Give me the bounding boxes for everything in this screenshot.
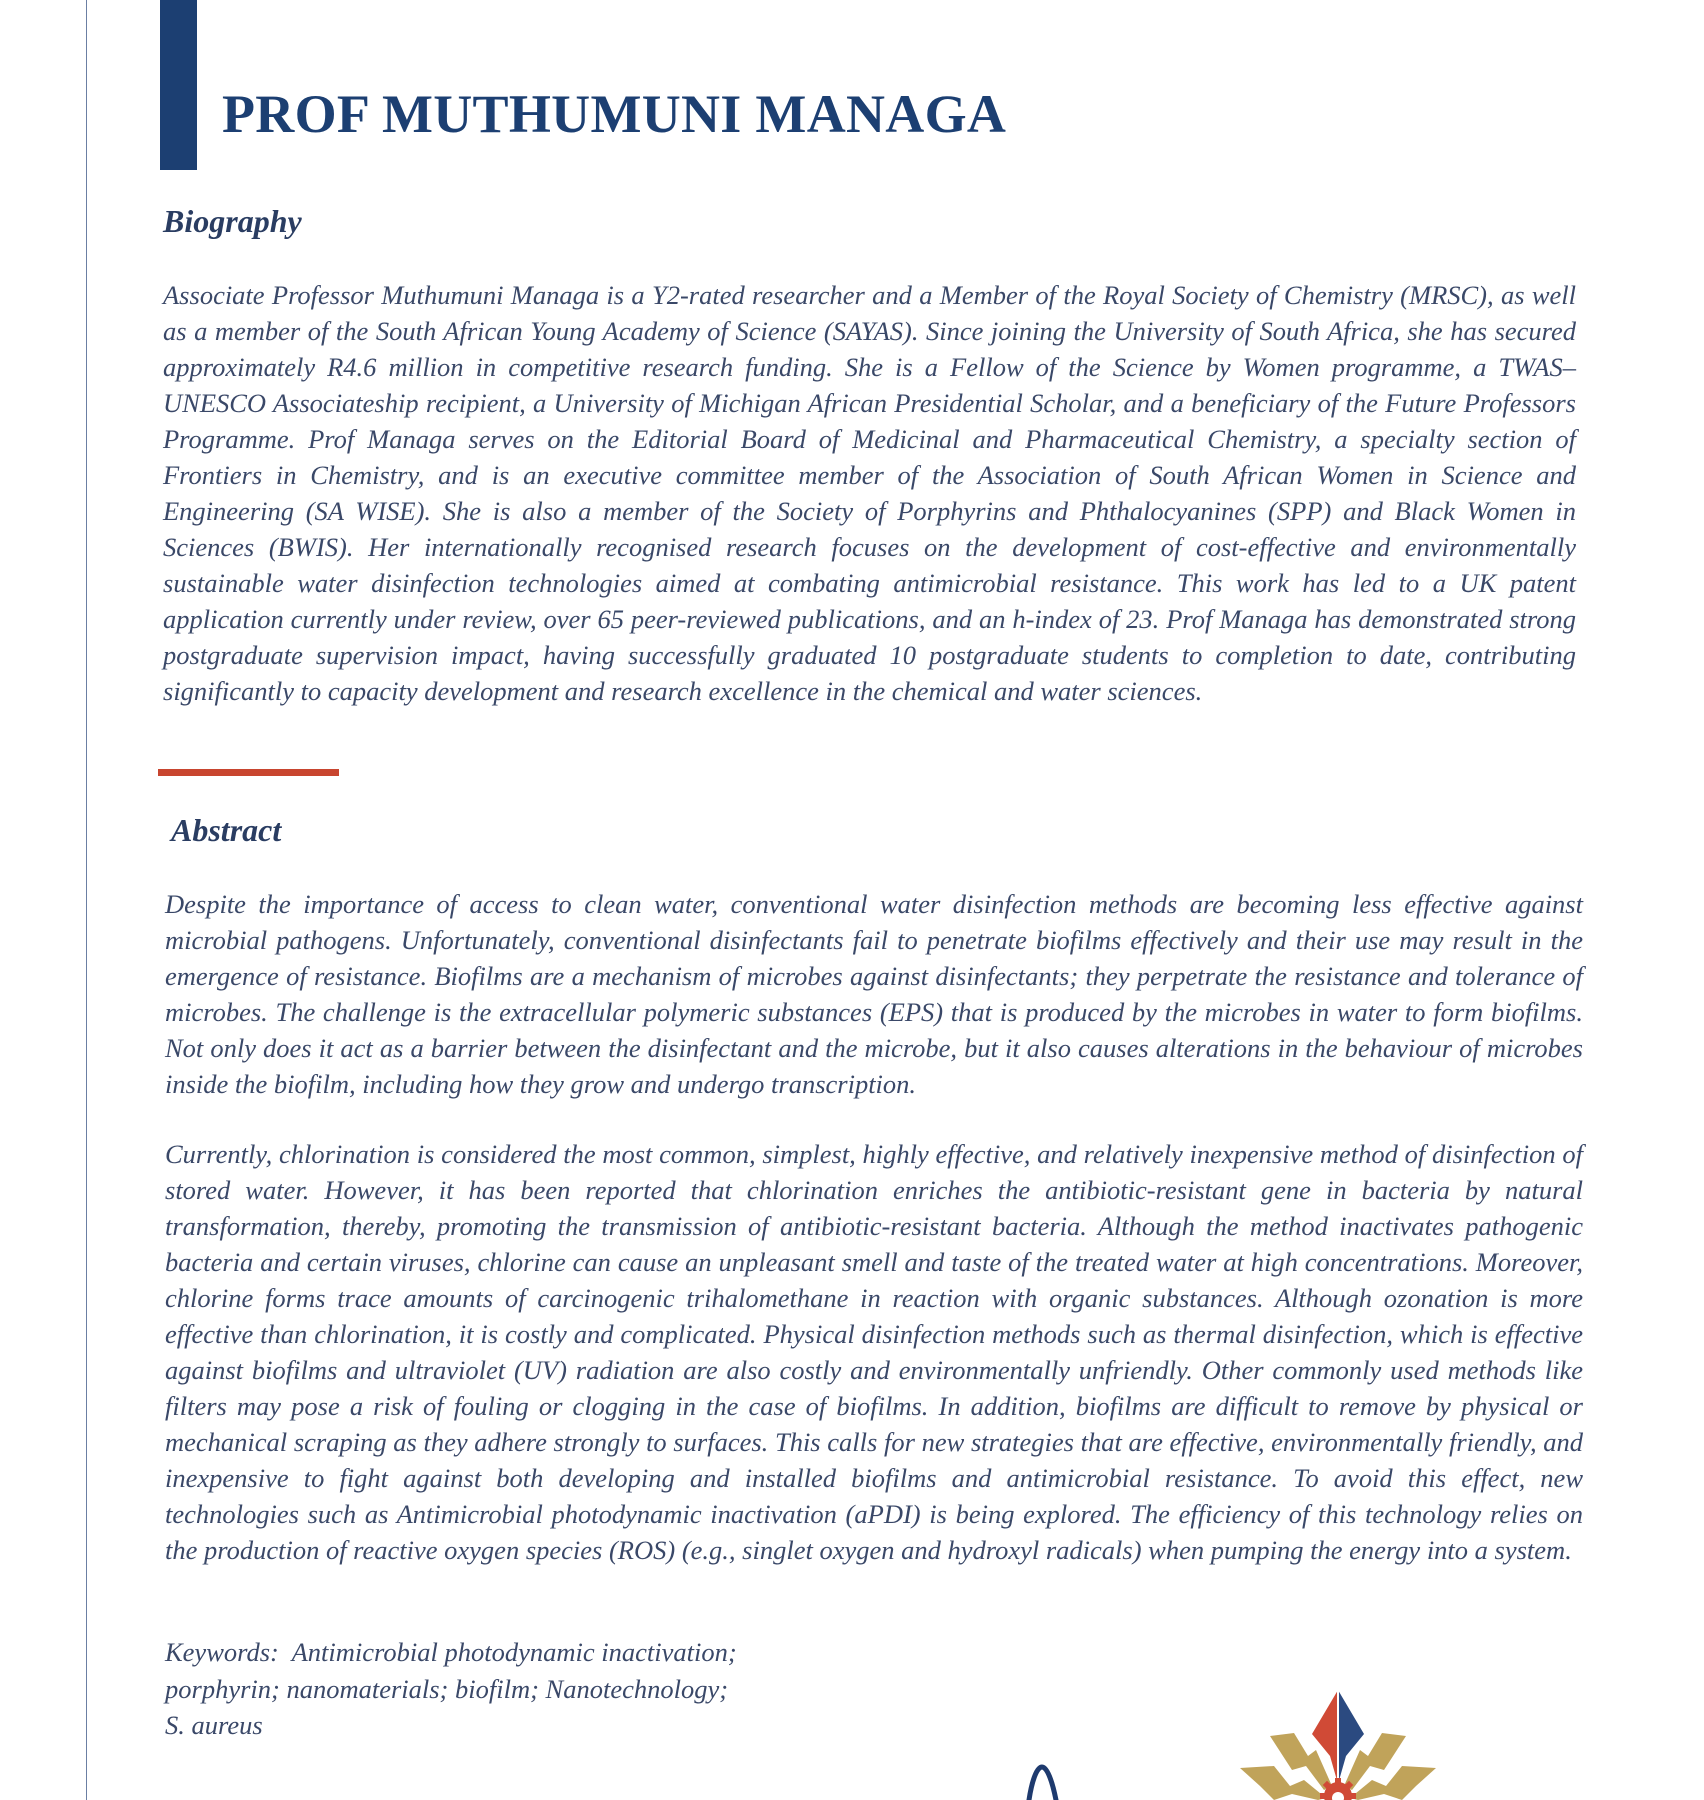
biography-text: Associate Professor Muthumuni Managa is a Y2-rated researcher and a Member of the Royal Society of Chemistry (MRSC), as well as a member of the South African Young Academy of Science (SAYAS). Since joining the University of South Africa, she has secured approximately R4.6 million in competitive research funding. She is a Fellow of the Science by Women programme, a TWAS–UNESCO Associateship recipient, a University of Michigan African Presidential Scholar, and a beneficiary of the Future Professors Programme. Prof Managa serves on the Editorial Board of Medicinal and Pharmaceutical Chemistry, a specialty section of Frontiers in Chemistry, and is an executive committee member of the Association of South African Women in Science and Engineering (SA WISE). She is also a member of the Society of Porphyrins and Phthalocyanines (SPP) and Black Women in Sciences (BWIS). Her internationally recognised research focuses on the development of cost-effective and environmentally sustainable water disinfection technologies aimed at combating antimicrobial resistance. This work has led to a UK patent application currently under review, over 65 peer-reviewed publications, and an h-index of 23. Prof Managa has demonstrated strong postgraduate supervision impact, having successfully graduated 10 postgraduate students to completion to date, contributing significantly to capacity development and research excellence in the chemical and water sciences.: [163, 280, 1576, 706]
page-left-rule: [86, 0, 87, 1800]
keywords-label: Keywords:: [165, 1637, 292, 1667]
keywords-text-1: Antimicrobial photodynamic inactivation;: [291, 1637, 737, 1667]
page-title: PROF MUTHUMUNI MANAGA: [222, 84, 1007, 144]
pen-nib-gear-emblem-icon: [1230, 1686, 1446, 1800]
abstract-heading: Abstract: [171, 812, 282, 848]
abstract-paragraph-1: Despite the importance of access to clean water, conventional water disinfection methods are becoming less effective against microbial pathogens. Unfortunately, conventional disinfectants fail to penetrate biofilms effectively and their use may result in the emergence of resistance. Biofilms are a mechanism of microbes against disinfectants; they perpetrate the resistance and tolerance of microbes. The challenge is the extracellular polymeric substances (EPS) that is produced by the microbes in water to form biofilms. Not only does it act as a barrier between the disinfectant and the microbe, but it also causes alterations in the behaviour of microbes inside the biofilm, including how they grow and undergo transcription.: [165, 889, 1583, 1099]
keywords-line-1: [165, 1634, 805, 1671]
arch-logo-icon: [1020, 1760, 1066, 1800]
keywords-line-3: S. aureus: [165, 1710, 263, 1740]
biography-heading: Biography: [163, 203, 302, 239]
keywords: [165, 1634, 805, 1744]
title-accent-bar: [160, 0, 197, 170]
keywords-line-2: porphyrin; nanomaterials; biofilm; Nanotechnology;: [165, 1673, 729, 1704]
abstract-paragraph-2: Currently, chlorination is considered the most common, simplest, highly effective, and relatively inexpensive method of disinfection of stored water. However, it has been reported that chlorination enriches the antibiotic-resistant gene in bacteria by natural transformation, thereby, promoting the transmission of antibiotic-resistant bacteria. Although the method inactivates pathogenic bacteria and certain viruses, chlorine can cause an unpleasant smell and taste of the treated water at high concentrations. Moreover, chlorine forms trace amounts of carcinogenic trihalomethane in reaction with organic substances. Although ozonation is more effective than chlorination, it is costly and complicated. Physical disinfection methods such as thermal disinfection, which is effective against biofilms and ultraviolet (UV) radiation are also costly and environmentally unfriendly. Other commonly used methods like filters may pose a risk of fouling or clogging in the case of biofilms. In addition, biofilms are difficult to remove by physical or mechanical scraping as they adhere strongly to surfaces. This calls for new strategies that are effective, environmentally friendly, and inexpensive to fight against both developing and installed biofilms and antimicrobial resistance. To avoid this effect, new technologies such as Antimicrobial photodynamic inactivation (aPDI) is being explored. The efficiency of this technology relies on the production of reactive oxygen species (ROS) (e.g., singlet oxygen and hydroxyl radicals) when pumping the energy into a system.: [165, 1139, 1583, 1565]
section-divider: [158, 769, 339, 776]
